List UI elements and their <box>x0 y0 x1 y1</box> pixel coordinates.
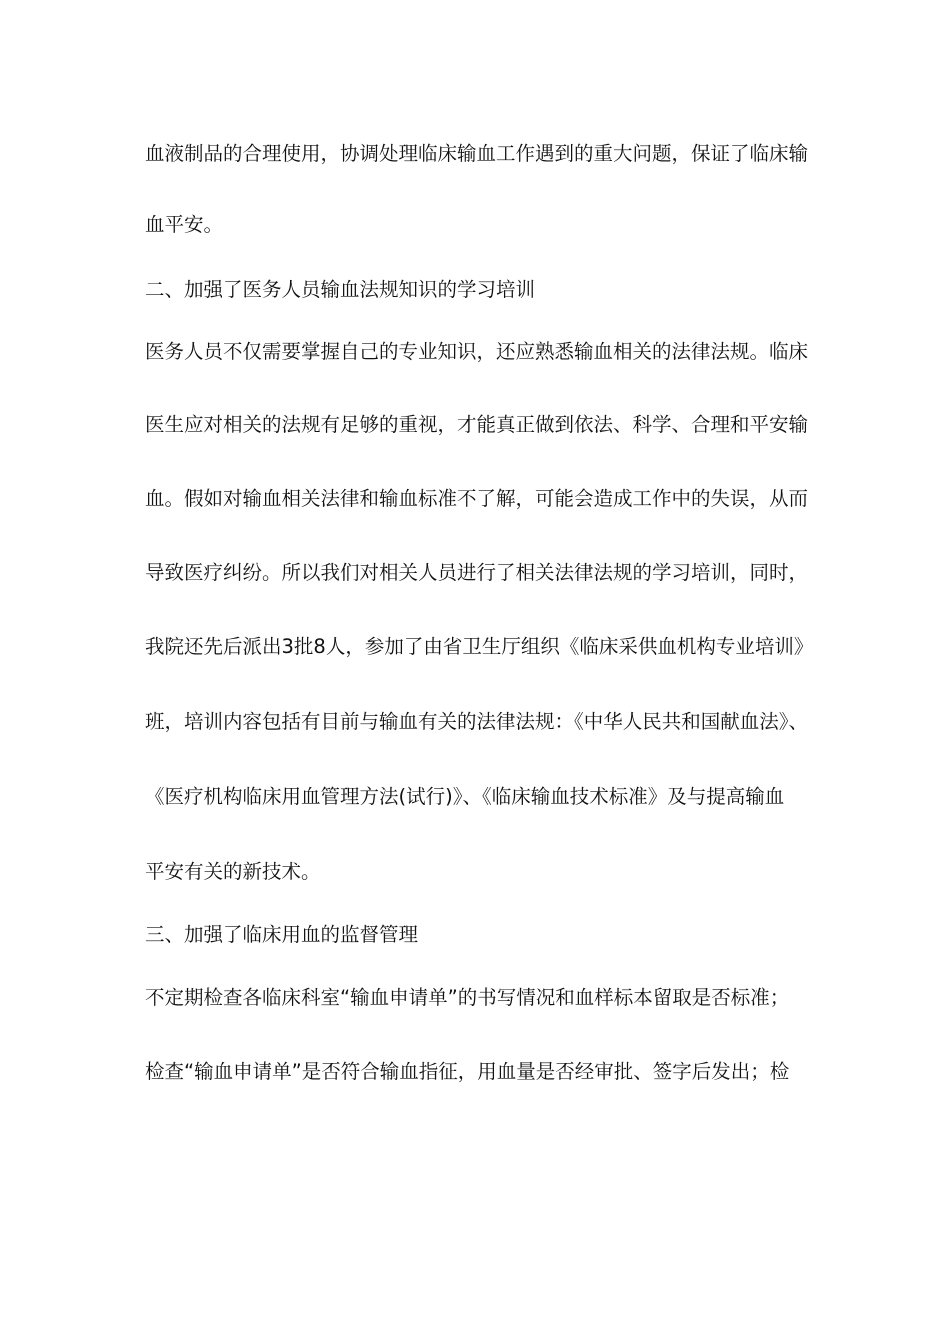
paragraph-line: 血。假如对输血相关法律和输血标准不了解，可能会造成工作中的失误，从而 <box>145 487 809 510</box>
paragraph-line: 医生应对相关的法规有足够的重视，才能真正做到依法、科学、合理和平安输 <box>145 413 809 436</box>
section-heading: 二、加强了医务人员输血法规知识的学习培训 <box>145 278 536 301</box>
paragraph-line: 《医疗机构临床用血管理方法(试行)》、《临床输血技术标准》及与提高输血 <box>145 785 785 808</box>
paragraph-line: 平安有关的新技术。 <box>145 860 321 883</box>
paragraph-line: 我院还先后派出3批8人，参加了由省卫生厅组织《临床采供血机构专业培训》 <box>145 635 814 658</box>
paragraph-line: 血液制品的合理使用，协调处理临床输血工作遇到的重大问题，保证了临床输 <box>145 142 809 165</box>
paragraph-line: 班，培训内容包括有目前与输血有关的法律法规：《中华人民共和国献血法》、 <box>145 710 809 733</box>
paragraph-line: 血平安。 <box>145 213 224 236</box>
paragraph-line: 导致医疗纠纷。所以我们对相关人员进行了相关法律法规的学习培训，同时， <box>145 561 809 584</box>
paragraph-line: 医务人员不仅需要掌握自己的专业知识，还应熟悉输血相关的法律法规。临床 <box>145 340 809 363</box>
section-heading: 三、加强了临床用血的监督管理 <box>145 923 419 946</box>
paragraph-line: 检查“输血申请单”是否符合输血指征，用血量是否经审批、签字后发出；检 <box>145 1060 790 1083</box>
paragraph-line: 不定期检查各临床科室“输血申请单”的书写情况和血样标本留取是否标准； <box>145 986 790 1009</box>
